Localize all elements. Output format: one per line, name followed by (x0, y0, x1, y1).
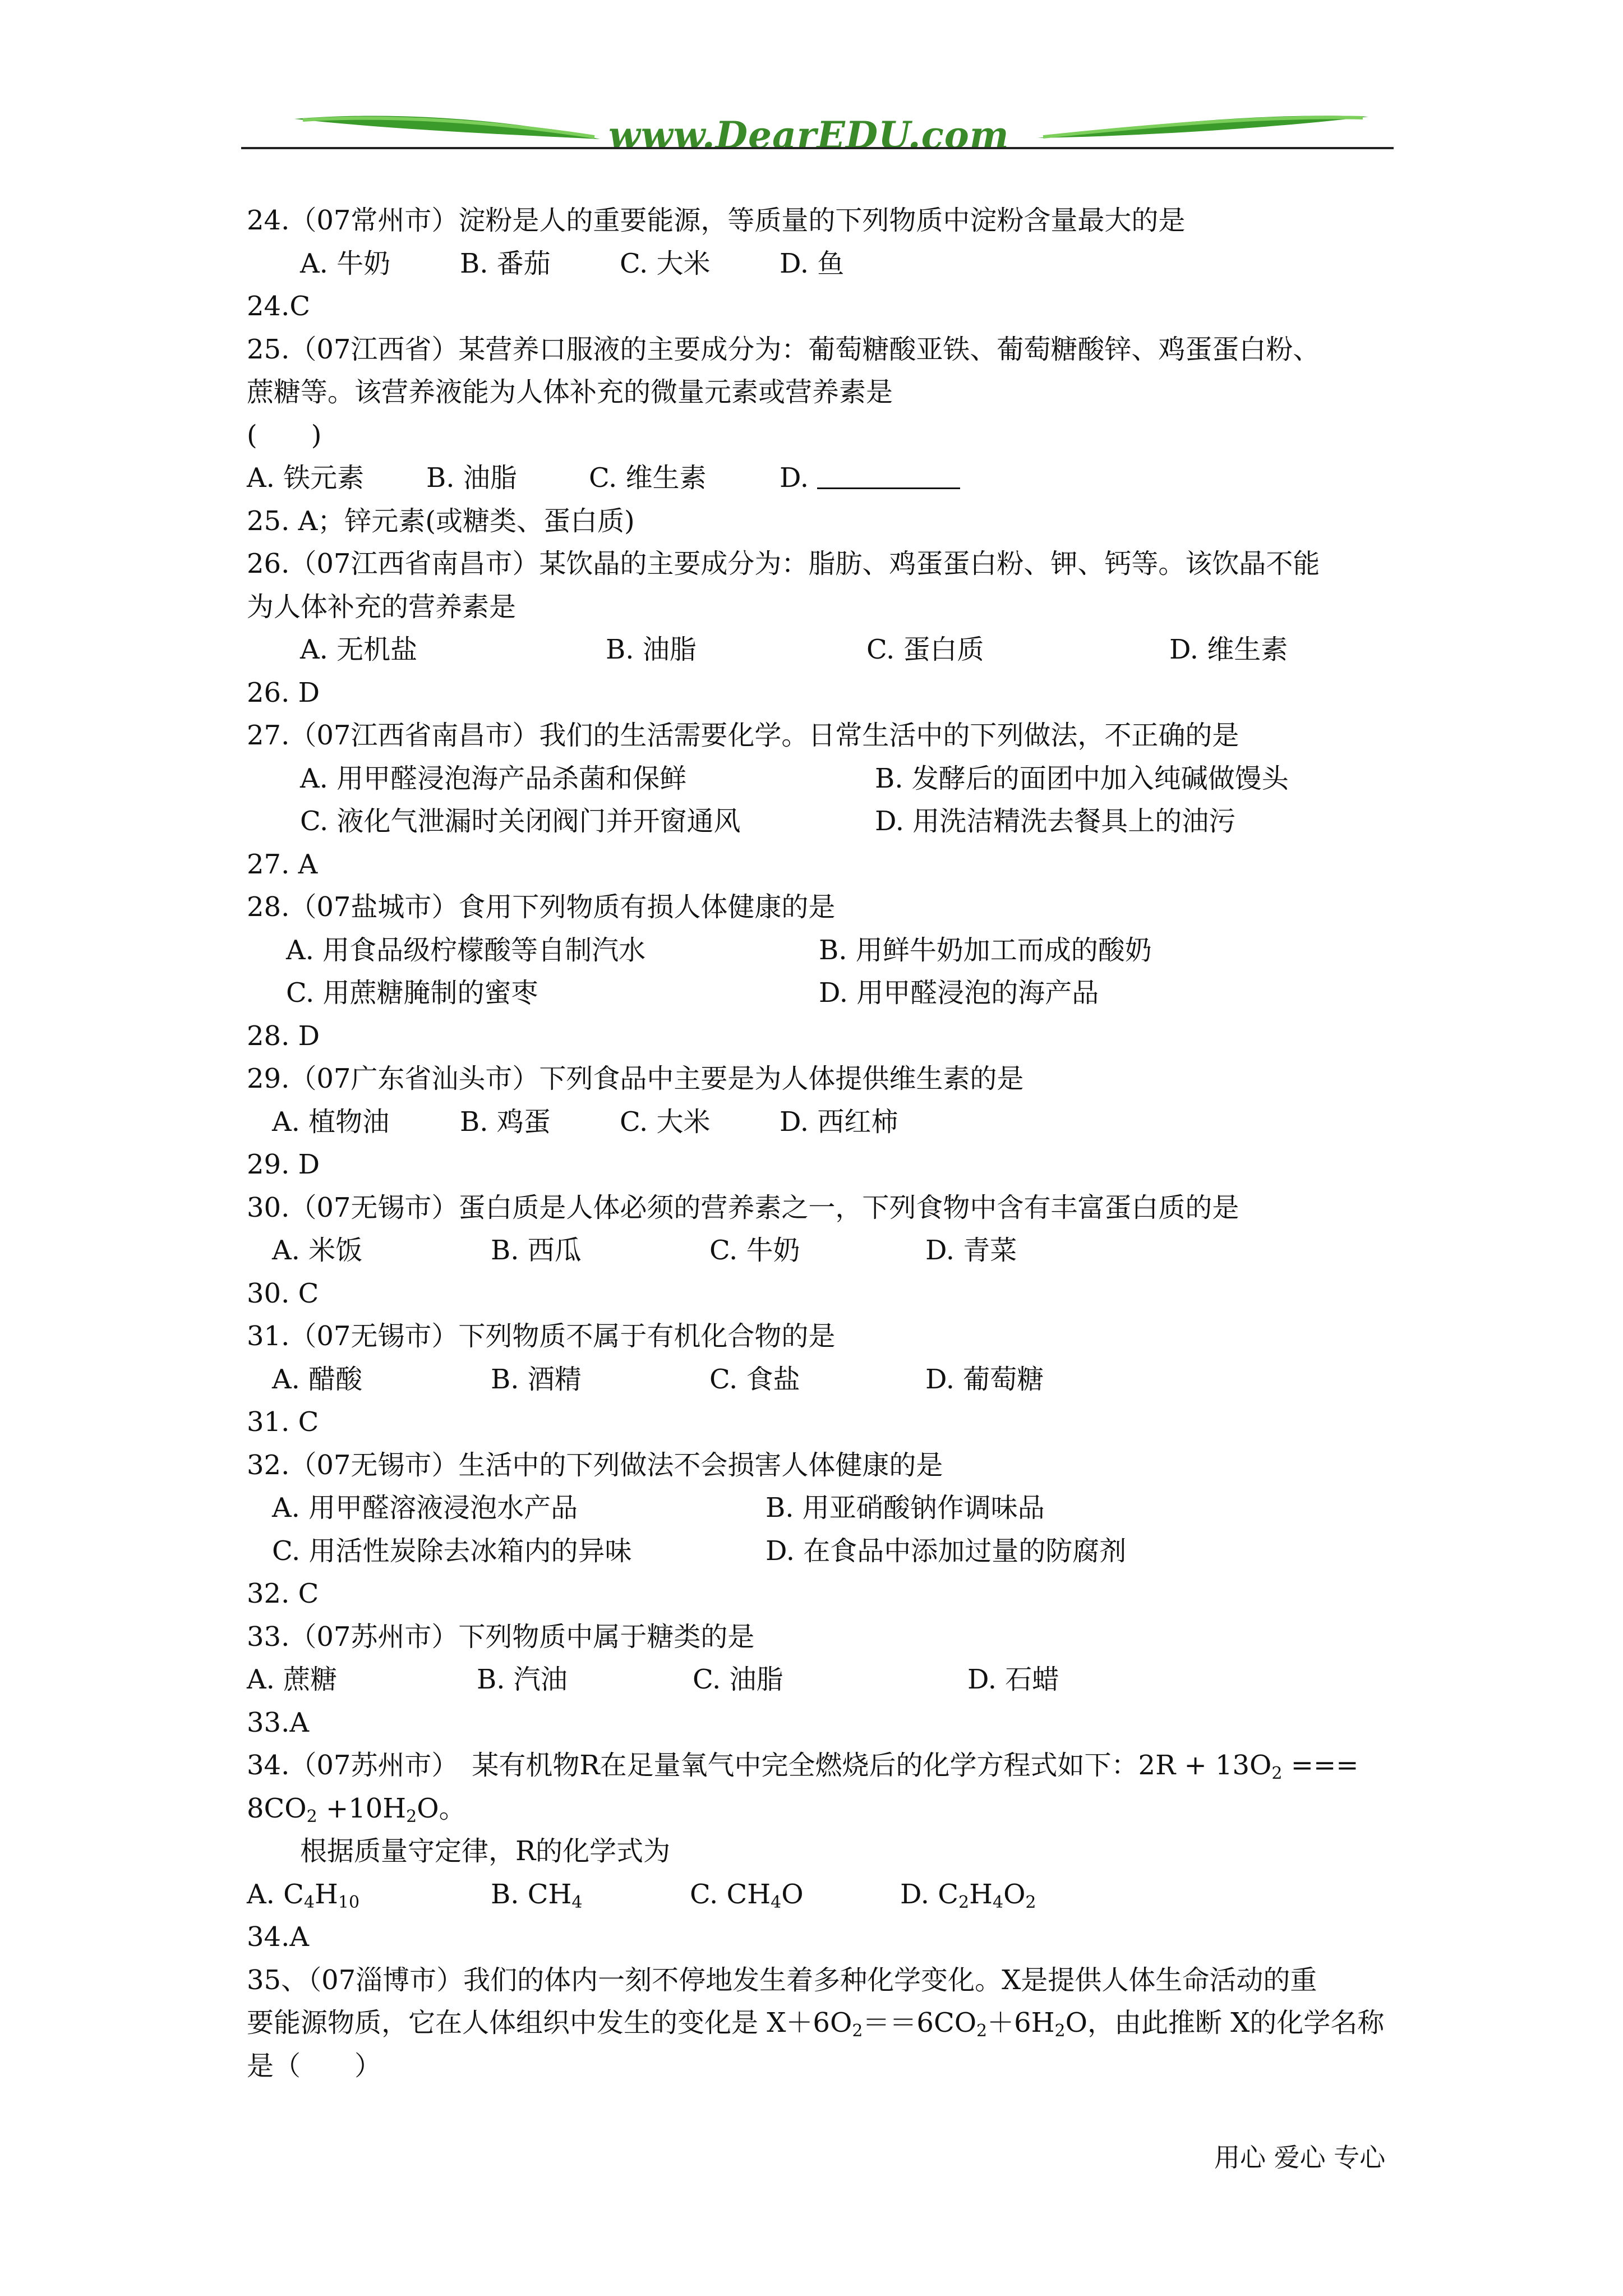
option-d: D. 用洗洁精洗去餐具上的油污 (875, 806, 1236, 837)
option-b: B. 用亚硝酸钠作调味品 (766, 1492, 1045, 1524)
question-stem-cont: 要能源物质，它在人体组织中发生的变化是 $X+6O_2==6CO_2+6H_2O$，由此推断 X的化学名称 (247, 2007, 1385, 2041)
question-list (247, 199, 1396, 2087)
option-c: C. 用蔗糖腌制的蜜枣 (286, 977, 538, 1009)
question-stem-cont: 是（ ） (247, 2050, 382, 2082)
question-stem: 32.（07无锡市）生活中的下列做法不会损害人体健康的是 (247, 1449, 943, 1481)
option-a: A. 用甲醛浸泡海产品杀菌和保鲜 (300, 762, 687, 794)
option-c: C. 液化气泄漏时关闭阀门并开窗通风 (300, 806, 741, 837)
option-row (247, 242, 1396, 286)
option-d: D. 用甲醛浸泡的海产品 (819, 977, 1099, 1009)
option-d: D. 青菜 (925, 1235, 1017, 1266)
option-b: B. 发酵后的面团中加入纯碱做馒头 (875, 762, 1289, 794)
option-a: A. 米饭 (272, 1235, 363, 1266)
answer: 28. D (247, 1020, 320, 1052)
option-d: D. 维生素 (1169, 634, 1288, 665)
option-a: A. 蔗糖 (247, 1664, 338, 1695)
option-d: D. (780, 457, 960, 500)
option-row (247, 628, 1396, 671)
answer: 25. A；锌元素(或糖类、蛋白质) (247, 505, 635, 537)
answer: 26. D (247, 677, 320, 708)
option-a: A. 用甲醛溶液浸泡水产品 (272, 1492, 578, 1524)
question-stem-cont: 蔗糖等。该营养液能为人体补充的微量元素或营养素是 (247, 376, 893, 408)
answer: 29. D (247, 1149, 320, 1180)
option-b: B. 酒精 (491, 1363, 582, 1395)
option-b: B. 番茄 (460, 247, 551, 279)
option-b: B. 西瓜 (491, 1235, 582, 1266)
option-a: A. $C_4H_{10}$ (247, 1878, 360, 1912)
answer: 32. C (247, 1578, 319, 1609)
option-row (247, 1487, 1396, 1530)
option-b: B. 油脂 (426, 462, 517, 494)
question-stem: 29.（07广东省汕头市）下列食品中主要是为人体提供维生素的是 (247, 1063, 1024, 1094)
question-stem: 30.（07无锡市）蛋白质是人体必须的营养素之一，下列食物中含有丰富蛋白质的是 (247, 1191, 1239, 1223)
option-a: A. 无机盐 (300, 634, 418, 665)
answer-parentheses: ( ) (247, 419, 322, 451)
question-stem: 26.（07江西省南昌市）某饮晶的主要成分为：脂肪、鸡蛋蛋白粉、钾、钙等。该饮晶不能 (247, 548, 1320, 579)
option-a: A. 铁元素 (247, 462, 365, 494)
option-b: B. 鸡蛋 (460, 1106, 551, 1138)
option-row (247, 800, 1396, 843)
option-b: B. 用鲜牛奶加工而成的酸奶 (819, 934, 1152, 966)
option-c: C. 油脂 (693, 1664, 783, 1695)
question-stem: 34.（07苏州市） 某有机物R在足量氧气中完全燃烧后的化学方程式如下：$2R + 13O_2$ === (247, 1750, 1359, 1783)
option-c: C. 大米 (620, 1106, 711, 1138)
option-row (247, 972, 1396, 1015)
option-a: A. 牛奶 (300, 247, 391, 279)
question-stem: 35、（07淄博市）我们的体内一刻不停地发生着多种化学变化。X是提供人体生命活动的重 (247, 1964, 1317, 1996)
site-banner (241, 101, 1391, 163)
question-equation: $8CO_2 +10H_2O$。 (247, 1792, 466, 1826)
answer: 31. C (247, 1406, 319, 1438)
option-row (247, 929, 1396, 972)
answer: 33.A (247, 1706, 309, 1738)
option-row (247, 457, 1396, 500)
question-stem: 33.（07苏州市）下列物质中属于糖类的是 (247, 1621, 755, 1653)
option-row (247, 757, 1396, 800)
fill-blank (817, 465, 960, 489)
option-row (247, 1229, 1396, 1272)
answer: 34.A (247, 1921, 309, 1953)
question-stem: 28.（07盐城市）食用下列物质有损人体健康的是 (247, 891, 836, 923)
option-row (247, 1873, 1396, 1916)
question-stem: 25.（07江西省）某营养口服液的主要成分为：葡萄糖酸亚铁、葡萄糖酸锌、鸡蛋蛋白粉、 (247, 333, 1320, 365)
question-stem-cont: 根据质量守定律，R的化学式为 (300, 1835, 671, 1867)
option-c: C. 牛奶 (709, 1235, 800, 1266)
option-c: C. 维生素 (589, 462, 707, 494)
option-c: C. 大米 (620, 247, 711, 279)
option-c: C. $CH_4O$ (690, 1878, 804, 1912)
option-row (247, 1530, 1396, 1573)
option-d: D. 在食品中添加过量的防腐剂 (766, 1535, 1127, 1567)
site-title: www.DearEDU.com (608, 113, 1009, 157)
option-d: D. 鱼 (780, 247, 845, 279)
answer: 30. C (247, 1277, 319, 1309)
option-a: A. 植物油 (272, 1106, 390, 1138)
answer: 27. A (247, 848, 318, 880)
option-b: B. 油脂 (606, 634, 697, 665)
option-row (247, 1658, 1396, 1701)
option-d: D. 石蜡 (967, 1664, 1059, 1695)
page-footer: 用心 爱心 专心 (1214, 2142, 1386, 2173)
option-a: A. 醋酸 (272, 1363, 363, 1395)
question-stem-cont: 为人体补充的营养素是 (247, 591, 517, 623)
option-b: B. 汽油 (477, 1664, 568, 1695)
option-c: C. 食盐 (709, 1363, 800, 1395)
answer: 24.C (247, 291, 311, 322)
option-c: C. 用活性炭除去冰箱内的异味 (272, 1535, 632, 1567)
option-a: A. 用食品级柠檬酸等自制汽水 (286, 934, 646, 966)
question-stem: 27.（07江西省南昌市）我们的生活需要化学。日常生活中的下列做法，不正确的是 (247, 720, 1239, 751)
question-stem: 24.（07常州市）淀粉是人的重要能源，等质量的下列物质中淀粉含量最大的是 (247, 205, 1186, 236)
question-stem: 31.（07无锡市）下列物质不属于有机化合物的是 (247, 1320, 836, 1352)
option-d: D. 葡萄糖 (925, 1363, 1044, 1395)
option-b: B. $CH_4$ (491, 1878, 583, 1912)
option-row (247, 1358, 1396, 1401)
option-row (247, 1101, 1396, 1144)
header-rule (241, 147, 1394, 149)
option-c: C. 蛋白质 (866, 634, 984, 665)
option-d: D. $C_2H_4O_2$ (900, 1878, 1036, 1912)
option-d: D. 西红柿 (780, 1106, 898, 1138)
